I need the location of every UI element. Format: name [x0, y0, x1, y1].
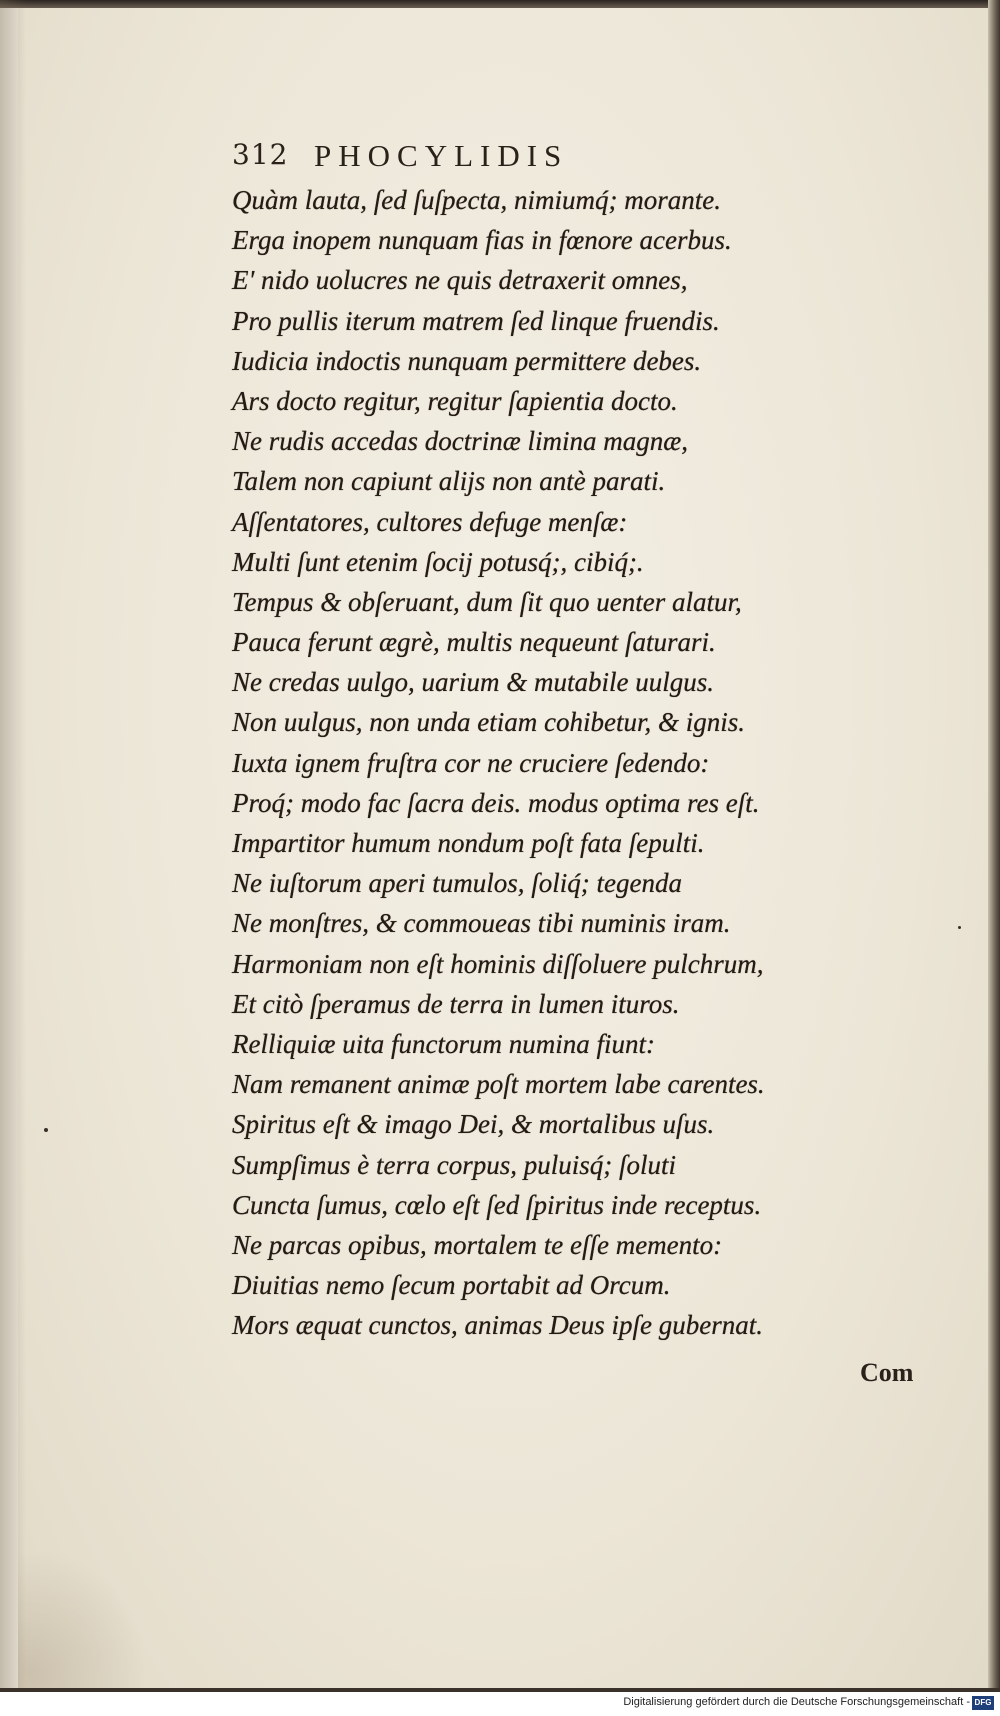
verse-line: Spiritus eſt & imago Dei, & mortalibus uſus.	[232, 1109, 715, 1140]
digitization-footer	[0, 1692, 1000, 1716]
verse-line: Iuxta ignem fruſtra cor ne cruciere ſedendo:	[232, 747, 710, 778]
dfg-logo-icon: DFG	[972, 1696, 994, 1710]
verse-line: Diuitias nemo ſecum portabit ad Orcum.	[232, 1270, 671, 1301]
margin-speck	[958, 926, 961, 929]
verse-line: Ne iuſtorum aperi tumulos, ſoliq́; tegenda	[232, 868, 682, 899]
book-right-edge	[988, 0, 1000, 1716]
verse-line: Nam remanent animæ poſt mortem labe carentes.	[232, 1069, 765, 1100]
verse-line: Sumpſimus è terra corpus, puluisq́; ſoluti	[232, 1149, 676, 1180]
verse-line: Quàm lauta, ſed ſuſpecta, nimiumq́; morante.	[232, 185, 721, 215]
page-corner-stain	[18, 1548, 148, 1688]
verse-line: Iudicia indoctis nunquam permittere debes.	[232, 345, 702, 376]
verse-line: Harmoniam non eſt hominis diſſoluere pulchrum,	[232, 948, 764, 979]
verse-line: Proq́; modo fac ſacra deis. modus optima res eſt.	[232, 787, 760, 818]
verse-line: Ne monſtres, & commoueas tibi numinis iram.	[232, 908, 731, 939]
verse-line: Cuncta ſumus, cœlo eſt ſed ſpiritus inde receptus.	[232, 1189, 762, 1220]
verse-list	[232, 180, 872, 1345]
margin-speck	[44, 1128, 48, 1132]
verse-line: Non uulgus, non unda etiam cohibetur, & ignis.	[232, 707, 745, 738]
book-top-edge	[0, 0, 1000, 8]
verse-line: Pauca ferunt ægrè, multis nequeunt ſaturari.	[232, 627, 716, 658]
verse-line: Ars docto regitur, regitur ſapientia docto.	[232, 385, 678, 416]
verse-line: Multi ſunt etenim ſocij potusq́;, cibiq́;.	[232, 546, 644, 577]
catchword: Com	[860, 1358, 914, 1387]
verse-line: Aſſentatores, cultores defuge menſæ:	[232, 506, 628, 537]
verse-line: Talem non capiunt alijs non antè parati.	[232, 466, 666, 497]
verse-line: Erga inopem nunquam fias in fœnore acerbus.	[232, 225, 732, 256]
verse-line: Ne credas uulgo, uarium & mutabile uulgus.	[232, 667, 714, 698]
gutter-shadow	[0, 0, 26, 1716]
verse-line: Tempus & obſeruant, dum ſit quo uenter alatur,	[232, 586, 742, 617]
verse-line: Et citò ſperamus de terra in lumen ituros.	[232, 988, 680, 1019]
verse-line: E' nido uolucres ne quis detraxerit omnes,	[232, 265, 688, 296]
funding-credit: Digitalisierung gefördert durch die Deutsche Forschungsgemeinschaft -	[623, 1696, 970, 1708]
verse-line: Impartitor humum nondum poſt fata ſepulti.	[232, 828, 705, 858]
running-head	[232, 138, 792, 178]
verse-line: Ne parcas opibus, mortalem te eſſe memento:	[232, 1229, 723, 1260]
verse-line: Pro pullis iterum matrem ſed linque fruendis.	[232, 305, 720, 336]
verse-line: Ne rudis accedas doctrinæ limina magnæ,	[232, 426, 688, 457]
running-title: PHOCYLIDIS	[314, 138, 569, 173]
page-number: 312	[232, 138, 289, 171]
verse-line: Mors æquat cunctos, animas Deus ipſe gubernat.	[232, 1310, 763, 1341]
verse-line: Relliquiæ uita functorum numina fiunt:	[232, 1028, 655, 1059]
